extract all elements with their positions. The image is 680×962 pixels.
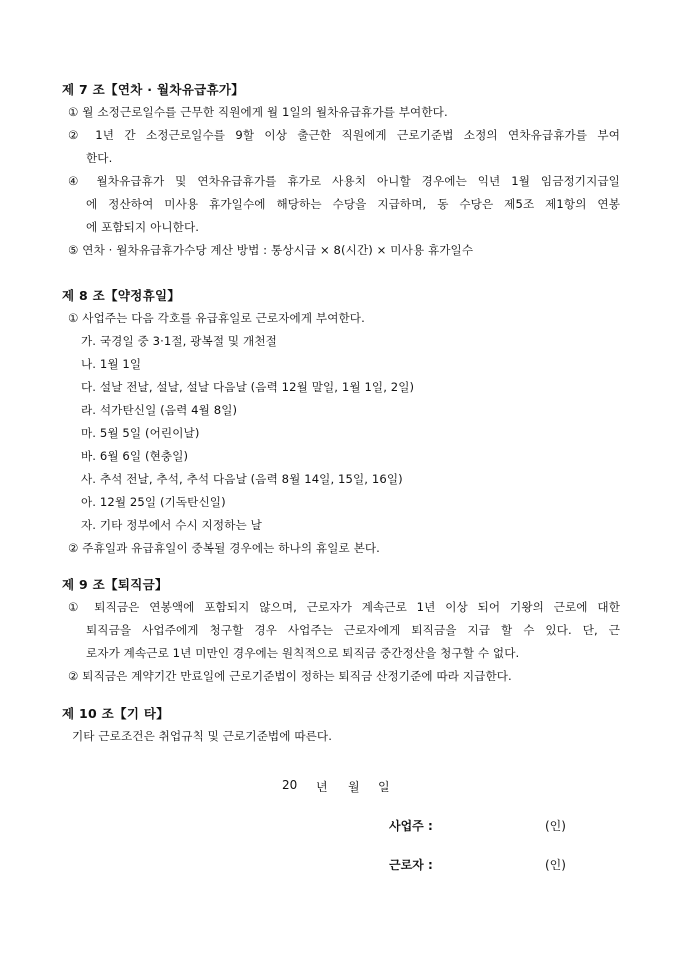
holiday-item: 바. 6월 6일 (현충일) xyxy=(81,449,189,463)
article-8-clause-1: ① 사업주는 다음 각호를 유급휴일로 근로자에게 부여한다. xyxy=(68,311,365,325)
date-year-unit: 년 xyxy=(316,780,328,794)
employee-label: 근로자 : xyxy=(389,858,433,872)
article-9-clause-1-line-1: ① 퇴직금은 연봉액에 포함되지 않으며, 근로자가 계속근로 1년 이상 되어 기왕의 근로에 대한 xyxy=(68,600,620,614)
holiday-item: 아. 12월 25일 (기독탄신일) xyxy=(81,495,226,509)
article-8-clause-2: ② 주휴일과 유급휴일이 중복될 경우에는 하나의 휴일로 본다. xyxy=(68,541,380,555)
employer-seal: (인) xyxy=(545,819,566,833)
article-7-clause-4-line-2: 에 정산하여 미사용 휴가일수에 해당하는 수당을 지급하며, 동 수당은 제5조 제1항의 연봉 xyxy=(86,197,620,211)
article-9-clause-1-line-2: 퇴직금을 사업주에게 청구할 경우 사업주는 근로자에게 퇴직금을 지급 할 수 있다. 단, 근 xyxy=(86,623,620,637)
holiday-item: 마. 5월 5일 (어린이날) xyxy=(81,426,200,440)
article-10-title: 제 10 조【기 타】 xyxy=(62,706,170,721)
article-7-clause-5: ⑤ 연차 · 월차유급휴가수당 계산 방법 : 통상시급 × 8(시간) × 미사용 휴가일수 xyxy=(68,243,474,257)
date-day-unit: 일 xyxy=(378,780,390,794)
article-9-title: 제 9 조【퇴직금】 xyxy=(62,577,168,592)
date-month-unit: 월 xyxy=(348,780,360,794)
article-7-clause-1: ① 월 소정근로일수를 근무한 직원에게 월 1일의 월차유급휴가를 부여한다. xyxy=(68,105,448,119)
article-8-title: 제 8 조【약정휴일】 xyxy=(62,288,181,303)
holiday-item: 자. 기타 정부에서 수시 지정하는 날 xyxy=(81,518,262,532)
holiday-item: 사. 추석 전날, 추석, 추석 다음날 (음력 8월 14일, 15일, 16일) xyxy=(81,472,403,486)
article-7-title: 제 7 조【연차 · 월차유급휴가】 xyxy=(62,82,245,97)
article-7-clause-2-line-1: ② 1년 간 소정근로일수를 9할 이상 출근한 직원에게 근로기준법 소정의 연차유급휴가를 부여 xyxy=(68,128,620,142)
date-year: 20 xyxy=(282,778,298,792)
holiday-item: 나. 1월 1일 xyxy=(81,357,142,371)
article-10-text: 기타 근로조건은 취업규칙 및 근로기준법에 따른다. xyxy=(72,729,333,743)
employee-seal: (인) xyxy=(545,858,566,872)
holiday-item: 가. 국경일 중 3·1절, 광복절 및 개천절 xyxy=(81,334,277,348)
article-7-clause-4-line-1: ④ 월차유급휴가 및 연차유급휴가를 휴가로 사용치 아니할 경우에는 익년 1월 임금정기지급일 xyxy=(68,174,620,188)
article-9-clause-1-line-3: 로자가 계속근로 1년 미만인 경우에는 원칙적으로 퇴직금 중간정산을 청구할 수 없다. xyxy=(86,646,520,660)
article-7-clause-4-line-3: 에 포함되지 아니한다. xyxy=(86,220,200,234)
holiday-item: 라. 석가탄신일 (음력 4월 8일) xyxy=(81,403,238,417)
holiday-item: 다. 설날 전날, 설날, 설날 다음날 (음력 12월 말일, 1월 1일, 2일) xyxy=(81,380,415,394)
employer-label: 사업주 : xyxy=(389,819,433,833)
article-9-clause-2: ② 퇴직금은 계약기간 만료일에 근로기준법이 정하는 퇴직금 산정기준에 따라 지급한다. xyxy=(68,669,512,683)
article-7-clause-2-line-2: 한다. xyxy=(86,151,113,165)
